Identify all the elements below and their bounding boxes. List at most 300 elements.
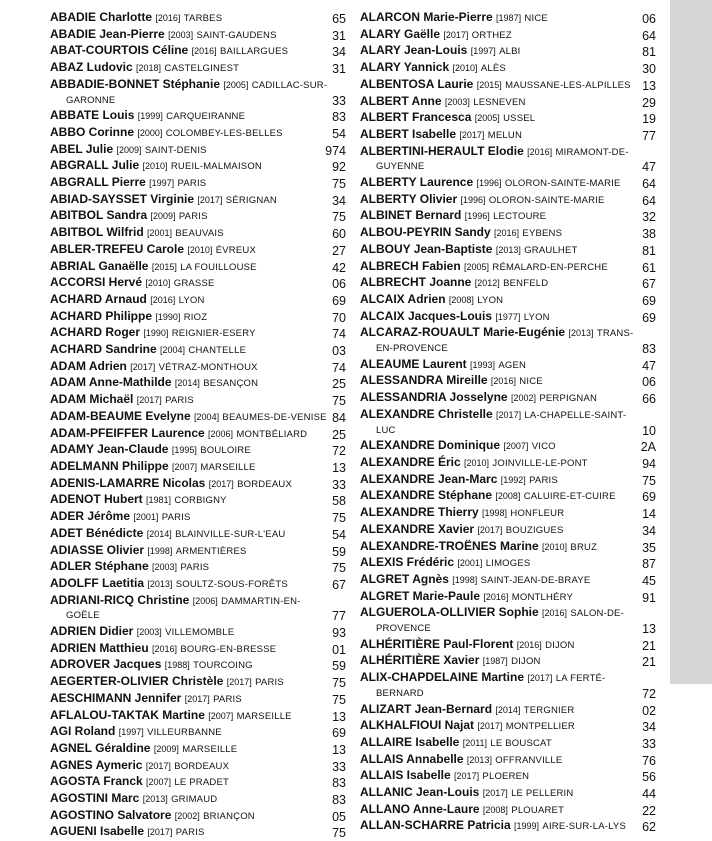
entry-year: [2016] [155,13,181,23]
entry-name: AGOSTINI Marc [50,791,140,806]
entry-year: [2017] [147,827,173,838]
entry-year: [2008] [448,294,474,305]
entry-place: AIRE-SUR-LA-LYS [542,821,626,833]
entry-place: LYON [477,294,504,306]
entry-place: LYON [523,311,550,323]
entry-place: LE PRADET [174,777,229,789]
entry-line [50,543,346,560]
entry-line [50,409,346,426]
directory-entry [360,94,656,111]
entry-line [360,505,656,522]
entry-line [50,309,346,326]
entry-year: [2010] [452,63,478,74]
entry-line [50,60,346,77]
entry-place: AGEN [498,359,527,371]
entry-place: PLOEREN [482,771,530,783]
entry-year: [1987] [496,13,522,23]
directory-entry [360,309,656,326]
entry-name: AEGERTER-OLIVIER Christèle [50,674,224,689]
entry-name: ADAM Adrien [50,358,127,373]
entry-department: 10 [642,423,656,438]
entry-department: 77 [642,128,656,143]
entry-department: 02 [642,703,656,718]
entry-department: 64 [642,177,656,192]
entry-year: [2015] [151,261,177,272]
entry-department: 75 [332,511,346,526]
entry-department: 974 [325,143,346,158]
entry-department: 94 [642,456,656,471]
entry-department: 74 [332,327,346,342]
entry-year: [2003] [168,29,194,40]
entry-year: [1977] [495,311,521,322]
directory-entry [360,390,656,407]
entry-place: BAILLARGUES [219,46,289,58]
entry-department: 06 [642,12,656,26]
directory-entry [50,142,346,159]
entry-year: [1998] [452,574,478,585]
entry-place: LA FOUILLOUSE [180,261,257,273]
entry-department: 72 [642,686,656,701]
entry-year: [2010] [187,244,213,255]
directory-entry [50,593,346,624]
entry-name: ADELMANN Philippe [50,458,169,473]
entry-department: 29 [642,95,656,110]
entry-year: [2017] [527,673,553,684]
entry-line [360,702,656,719]
entry-department: 25 [332,427,346,442]
entry-name: ABADIE Jean-Pierre [50,26,165,41]
directory-entry [50,325,346,342]
entry-department: 33 [642,736,656,751]
entry-line [50,774,346,791]
entry-name: ABAZ Ludovic [50,60,133,75]
entry-name: ABIAD-SAYSSET Virginie [50,191,195,206]
entry-line [50,492,346,509]
entry-year: [2016] [542,608,568,619]
entry-year: [2001] [147,228,173,239]
entry-place: MIRAMONT-DE- [555,146,629,158]
directory-entry [50,60,346,77]
entry-place: PARIS [255,677,284,689]
directory-entry [360,670,656,701]
directory-entry [360,192,656,209]
entry-year: [2001] [133,512,159,523]
entry-department: 21 [642,638,656,653]
directory-entry [50,292,346,309]
entry-line [360,77,656,94]
entry-year: [1990] [143,328,169,339]
entry-year: [2009] [153,743,179,754]
entry-department: 14 [642,507,656,522]
entry-department: 31 [332,62,346,77]
entry-department: 75 [332,692,346,707]
entry-place: VILLEMOMBLE [165,627,235,639]
entry-name: AGNEL Géraldine [50,740,151,755]
directory-entry [360,242,656,259]
entry-name: ALEXANDRE Xavier [360,521,475,536]
entry-name: ADER Jérôme [50,509,131,524]
entry-department: 32 [642,210,656,225]
entry-department: 75 [332,826,346,841]
entry-line [360,438,656,455]
directory-entry [360,785,656,802]
entry-name: ALCAIX Jacques-Louis [360,308,493,323]
entry-place: CASTELGINEST [164,63,240,75]
entry-name: ACHARD Philippe [50,308,152,323]
entry-department: 59 [332,659,346,674]
entry-place: SOULTZ-SOUS-FORÊTS [175,578,288,590]
entry-place: VILLEURBANNE [147,727,222,739]
entry-line [50,641,346,658]
entry-name: ALCARAZ-ROUAULT Marie-Eugénie [360,325,566,340]
entry-year: [2008] [482,804,508,815]
directory-entry [50,175,346,192]
entry-line [50,142,346,159]
entry-year: [1995] [171,445,197,456]
directory-entry [360,539,656,556]
entry-year: [2009] [150,211,176,222]
entry-place: BORDEAUX [174,760,230,772]
entry-year: [2016] [150,294,176,305]
entry-place: SAINT-GAUDENS [196,29,277,41]
entry-year: [2010] [464,457,490,468]
entry-department: 22 [642,803,656,818]
entry-name: ADAM Michaël [50,392,134,407]
directory-entry [360,127,656,144]
entry-department: 33 [332,93,346,108]
entry-name: ALGRET Agnès [360,571,449,586]
directory-entry [360,768,656,785]
entry-year: [2006] [208,428,234,439]
entry-place: DIJON [511,656,541,668]
entry-place: BEAUVAIS [175,228,224,240]
entry-name: AGOSTINO Salvatore [50,807,172,822]
entry-year: [2017] [184,693,210,704]
directory-entry [50,674,346,691]
entry-department: 34 [642,523,656,538]
entry-department: 2A [640,440,656,455]
entry-name: ALARY Gaëlle [360,26,441,41]
entry-department: 34 [642,720,656,735]
entry-year: [2005] [474,113,500,124]
entry-line [360,818,656,835]
directory-entry [50,526,346,543]
entry-year: [2017] [197,194,223,205]
entry-year: [2017] [226,677,252,688]
entry-department: 13 [332,742,346,757]
entry-place: BOUZIGUES [505,524,564,536]
entry-place: GRAULHET [524,244,578,256]
entry-name: ALEXANDRE-TROËNES Marine [360,538,539,553]
entry-line [50,459,346,476]
entry-year: [2006] [192,595,218,606]
entry-place: TERGNIER [523,704,575,716]
directory-entry [50,691,346,708]
entry-name: ALEXANDRE Thierry [360,505,479,520]
entry-place-continued: GARONNE [66,94,116,106]
entry-place: VICO [531,441,556,453]
entry-place: NICE [524,13,548,24]
entry-place: DIJON [545,639,575,651]
entry-department: 13 [642,622,656,637]
entry-year: [2004] [194,411,220,422]
entry-year: [1996] [460,194,486,205]
entry-line [360,60,656,77]
entry-line [360,572,656,589]
entry-department: 06 [332,277,346,292]
entry-department: 54 [332,527,346,542]
entry-name: ALBERT Anne [360,93,442,108]
entry-name: ALBERTY Laurence [360,175,474,190]
entry-department: 83 [642,342,656,357]
entry-place: ARMENTIÈRES [175,545,247,557]
entry-place: LESNEVEN [473,96,526,108]
entry-year: [2000] [137,127,163,138]
entry-name: ABEL Julie [50,141,114,156]
entry-place: CARQUEIRANNE [166,111,246,123]
entry-department: 54 [332,126,346,141]
directory-entry [360,605,656,636]
entry-year: [2016] [191,46,217,57]
entry-year: [2018] [136,63,162,74]
entry-year: [1998] [147,545,173,556]
entry-line [50,724,346,741]
entry-year: [2017] [496,409,522,420]
directory-entry [360,77,656,94]
entry-line [50,242,346,259]
entry-name: ALKHALFIOUI Najat [360,718,474,733]
entry-place: ALBI [499,46,521,58]
directory-entry [360,292,656,309]
directory-entry [50,808,346,825]
directory-entry [360,488,656,505]
directory-entry [50,309,346,326]
directory-entry [360,818,656,835]
directory-entry [360,702,656,719]
entry-year: [2010] [145,278,171,289]
directory-entry [360,455,656,472]
entry-line [360,144,656,161]
entry-line [50,43,346,60]
entry-name: ALEXANDRE Dominique [360,438,501,453]
entry-year: [2010] [142,161,168,172]
entry-year: [2016] [483,591,509,602]
directory-entry [360,357,656,374]
entry-place: ÉVREUX [215,244,257,256]
directory-entry [50,442,346,459]
directory-entry [50,741,346,758]
right-column [360,10,656,835]
entry-line [360,752,656,769]
entry-department: 83 [332,776,346,791]
entry-line [360,455,656,472]
directory-entry [50,509,346,526]
entry-name: ACHARD Arnaud [50,291,147,306]
entry-department: 77 [332,609,346,624]
entry-year: [2015] [476,79,502,90]
entry-place: MARSEILLE [182,743,238,755]
entry-place: LECTOURE [493,211,547,223]
entry-line [50,657,346,674]
entry-line [360,670,656,687]
entry-line [360,275,656,292]
entry-name: ADIASSE Olivier [50,542,145,557]
entry-department: 13 [332,460,346,475]
entry-department: 27 [332,243,346,258]
directory-entry [50,208,346,225]
entry-place: LE BOUSCAT [490,737,552,749]
entry-line [360,10,656,27]
entry-department: 69 [642,293,656,308]
entry-name: ADOLFF Laetitia [50,575,145,590]
entry-line [360,555,656,572]
entry-line [50,791,346,808]
entry-department: 74 [332,360,346,375]
entry-line [50,559,346,576]
entry-year: [2017] [130,361,156,372]
entry-name: ALBERTY Olivier [360,191,458,206]
entry-name: ABLER-TREFEU Carole [50,241,185,256]
entry-department: 81 [642,243,656,258]
entry-year: [2014] [495,704,521,715]
entry-line [360,127,656,144]
entry-name: ALEXIS Frédéric [360,555,455,570]
entry-name: ALEAUME Laurent [360,356,467,371]
entry-place: RIOZ [183,311,208,323]
entry-year: [1992] [500,474,526,485]
entry-place: GRIMAUD [171,794,218,806]
entry-department: 93 [332,626,346,641]
directory-entry [360,275,656,292]
entry-year: [1988] [164,660,190,671]
entry-name: ALLAIS Isabelle [360,768,451,783]
entry-line [50,77,346,94]
entry-line [360,390,656,407]
entry-department: 83 [332,110,346,125]
entry-place: OLORON-SAINTE-MARIE [504,178,621,190]
entry-department: 64 [642,193,656,208]
entry-name: AGI Roland [50,724,116,739]
entry-line [50,593,346,610]
entry-department: 03 [332,344,346,359]
entry-place: PARIS [180,562,210,574]
entry-name: AGUENI Isabelle [50,824,145,839]
entry-line [360,589,656,606]
entry-place: PLOUARET [511,804,565,816]
entry-year: [2005] [223,79,249,90]
directory-entry [360,325,656,356]
entry-place: BEAUMES-DE-VENISE [222,411,327,423]
entry-department: 21 [642,655,656,670]
entry-year: [2016] [152,643,178,654]
entry-place: USSEL [503,113,536,125]
entry-place: LA FERTÉ- [555,673,606,685]
entry-name: ACCORSI Hervé [50,275,143,290]
directory-entry [50,225,346,242]
entry-place: PARIS [165,395,194,407]
directory-entry [360,472,656,489]
directory-entry [50,724,346,741]
entry-line [50,275,346,292]
entry-name: ABBATE Louis [50,108,135,123]
entry-place: MAUSSANE-LES-ALPILLES [505,79,631,91]
entry-department: 42 [332,260,346,275]
entry-department: 06 [642,375,656,390]
entry-name: ADAMY Jean-Claude [50,442,169,457]
entry-name: ADLER Stéphane [50,559,149,574]
entry-department: 91 [642,590,656,605]
entry-name: ADROVER Jacques [50,657,162,672]
entry-place: OFFRANVILLE [495,754,563,766]
entry-name: AGOSTA Franck [50,774,143,789]
entry-place: HONFLEUR [510,508,565,520]
entry-line [360,488,656,505]
entry-year: [2017] [454,771,480,782]
directory-entry [360,802,656,819]
entry-department: 69 [642,310,656,325]
entry-year: [2016] [494,228,520,239]
entry-department: 38 [642,227,656,242]
entry-place: MONTLHÉRY [511,591,574,603]
entry-department: 84 [332,410,346,425]
directory-entry [360,438,656,455]
entry-place: MELUN [487,129,523,141]
entry-line [360,325,656,342]
directory-entry [50,824,346,841]
entry-year: [2017] [145,760,171,771]
entry-line [50,526,346,543]
entry-department: 61 [642,260,656,275]
directory-entry [50,10,346,27]
entry-department: 70 [332,310,346,325]
entry-year: [2016] [490,376,516,387]
entry-name: ALESSANDRIA Josselyne [360,390,508,405]
entry-line [50,824,346,841]
entry-name: ABGRALL Pierre [50,175,146,190]
entry-department: 33 [332,759,346,774]
entry-line [360,110,656,127]
entry-department: 25 [332,377,346,392]
entry-line [50,509,346,526]
entry-department: 19 [642,112,656,127]
entry-department: 83 [332,793,346,808]
entry-department: 34 [332,193,346,208]
entry-name: ADRIANI-RICQ Christine [50,592,190,607]
entry-year: [2009] [116,144,142,155]
entry-year: [2011] [462,737,488,748]
entry-name: ADENIS-LAMARRE Nicolas [50,475,206,490]
entry-name: AFLALOU-TAKTAK Martine [50,707,205,722]
entry-name: ACHARD Roger [50,325,140,340]
entry-name: ALEXANDRE Éric [360,454,461,469]
entry-place: BOURG-EN-BRESSE [180,643,277,655]
directory-entry [50,77,346,108]
entry-name: ADET Bénédicte [50,525,144,540]
entry-name: ALEXANDRE Christelle [360,406,493,421]
entry-place-continued: PROVENCE [376,623,431,635]
directory-entry [360,637,656,654]
entry-place: GRASSE [173,278,215,290]
entry-place-continued: GOËLE [66,610,100,622]
directory-entry [360,43,656,60]
entry-name: AGNES Aymeric [50,757,143,772]
entry-line [50,325,346,342]
entry-department: 66 [642,392,656,407]
entry-line [50,426,346,443]
directory-entry [50,342,346,359]
entry-name: ADAM-PFEIFFER Laurence [50,425,205,440]
entry-department: 75 [332,177,346,192]
